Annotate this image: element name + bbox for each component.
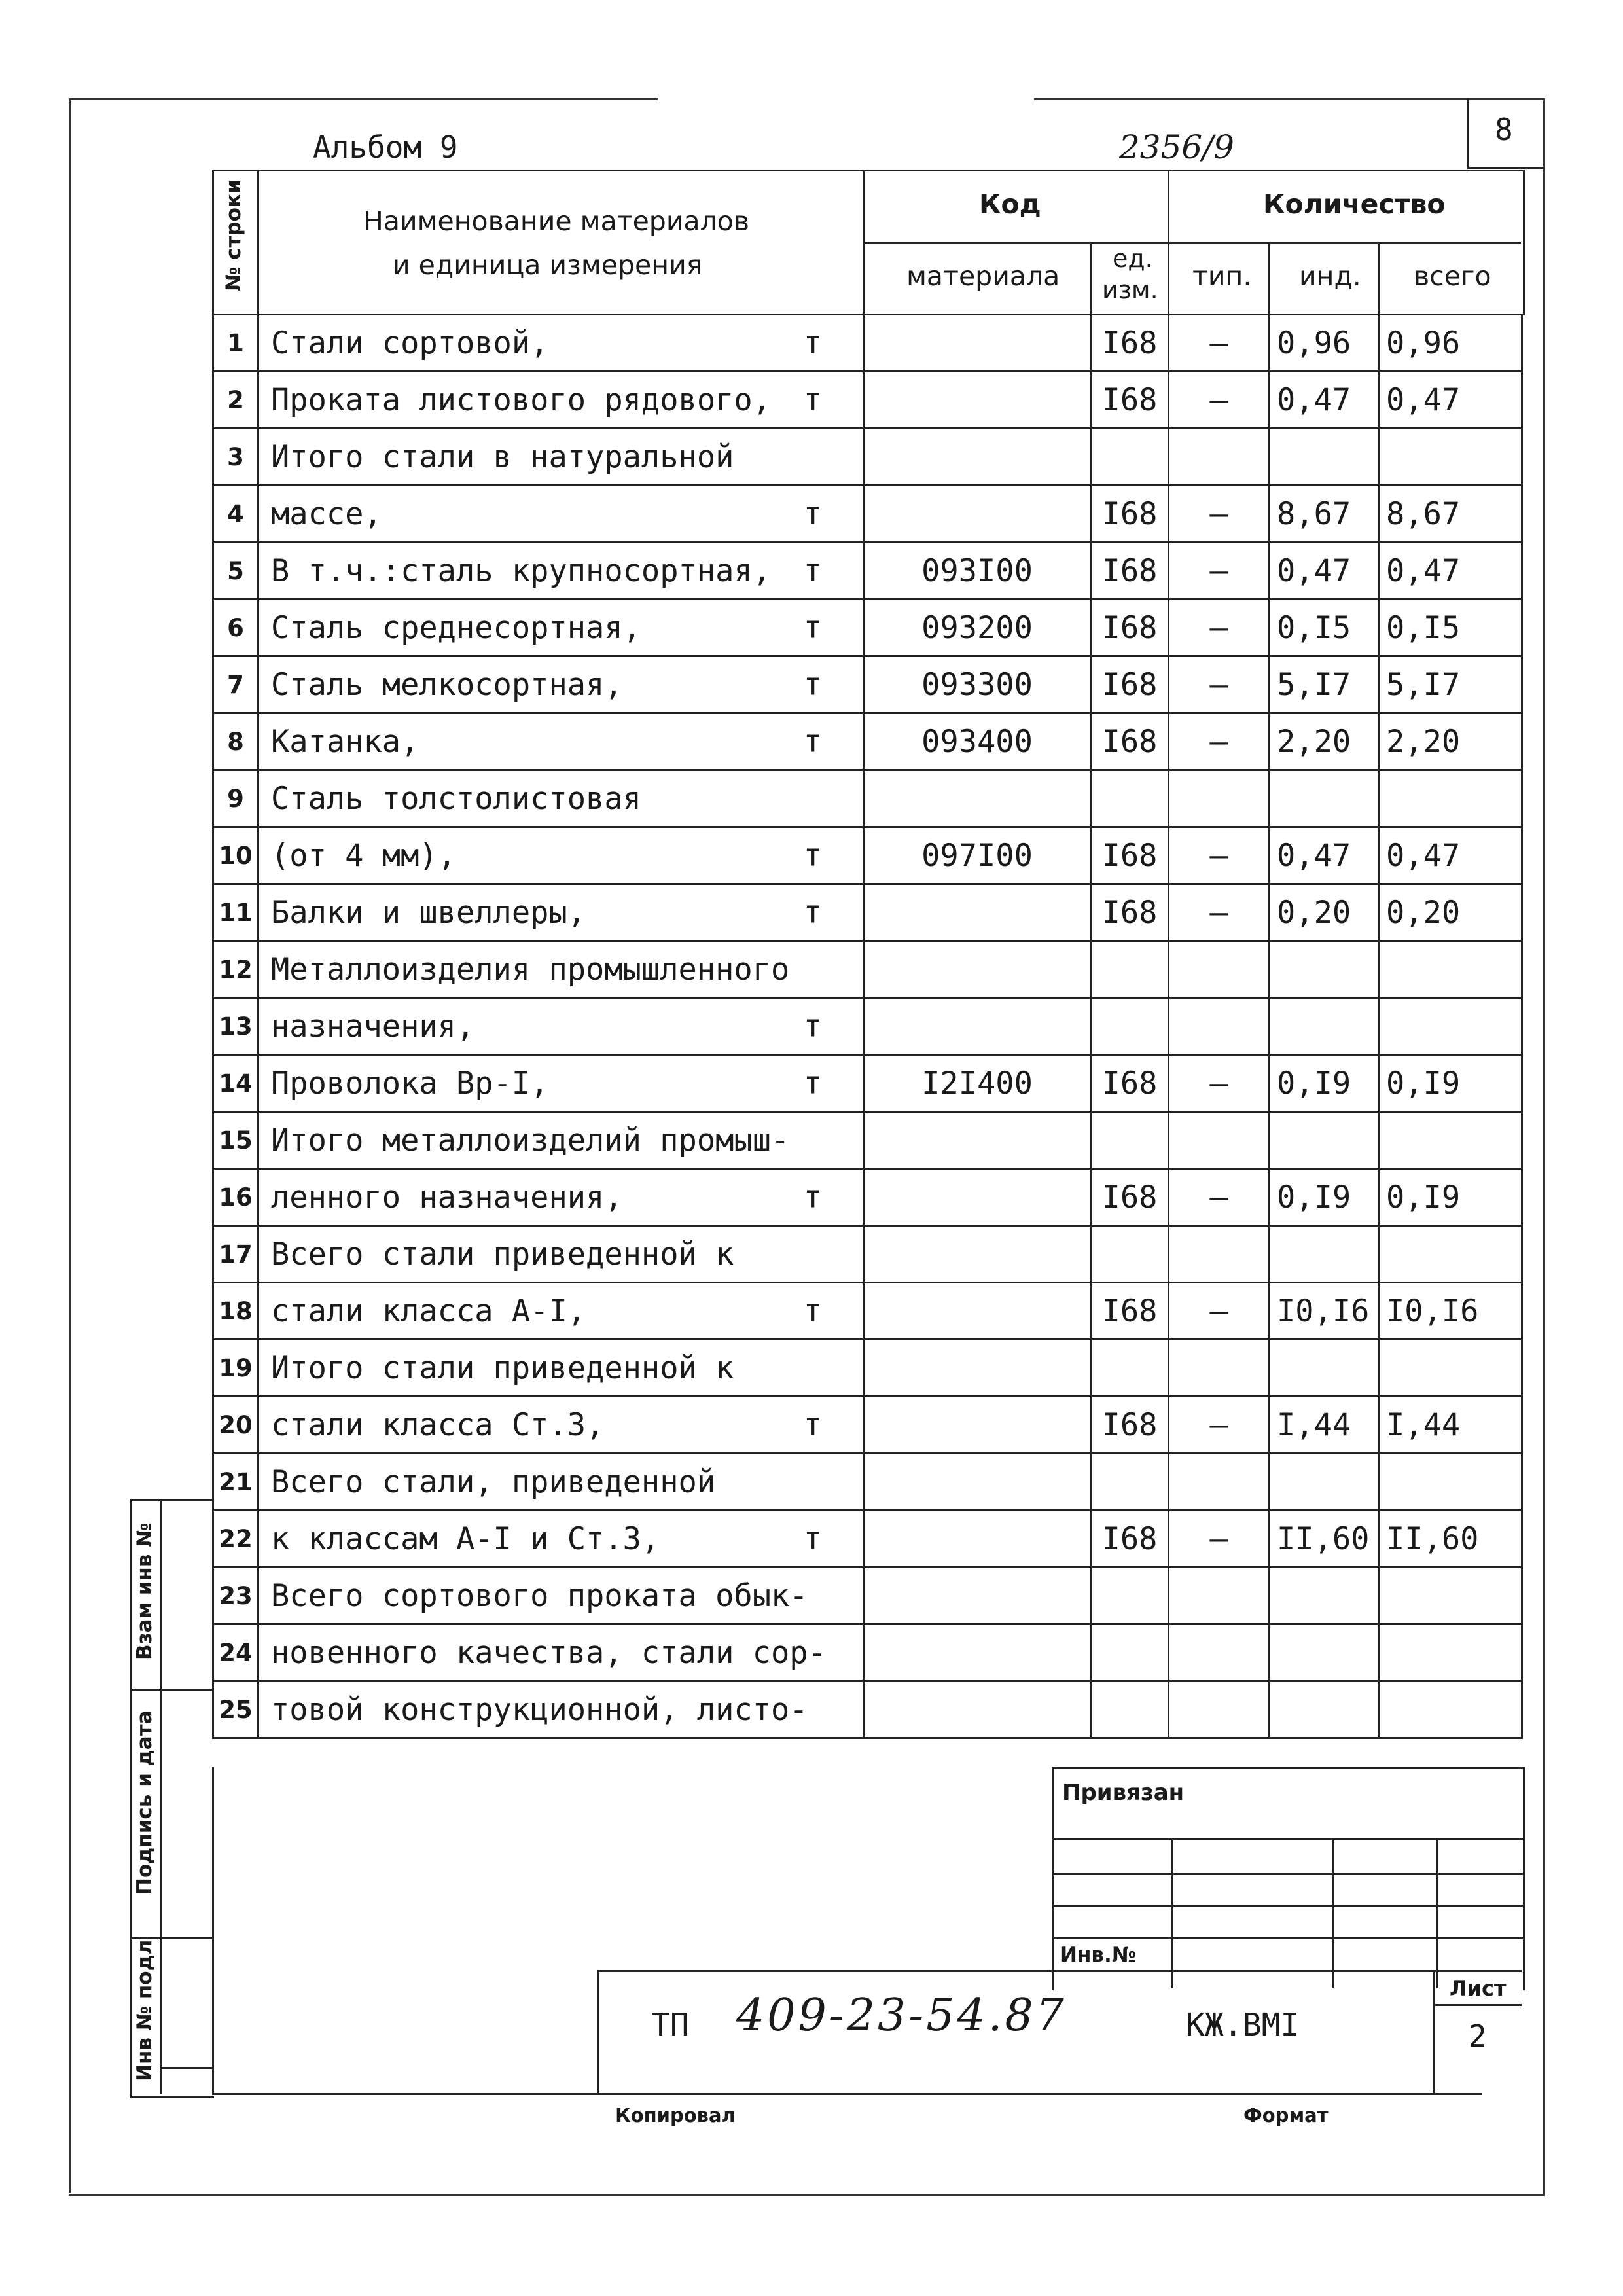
bound-stamp-line xyxy=(1332,1838,1334,1988)
material-name: Стали сортовой, xyxy=(271,325,549,361)
frame-right-line xyxy=(1543,98,1545,2196)
bound-label: Привязан xyxy=(1062,1780,1185,1806)
header-divider xyxy=(1168,170,1169,314)
material-name: Итого стали приведенной к xyxy=(271,1350,734,1386)
total-cell: I,44 xyxy=(1379,1397,1522,1454)
row-number-cell: 13 xyxy=(213,998,259,1055)
material-code-cell xyxy=(864,1511,1091,1568)
total-cell: II,60 xyxy=(1379,1511,1522,1568)
side-label-sign-date: Подпись и дата xyxy=(133,1710,156,1895)
total-cell xyxy=(1379,1568,1522,1624)
material-name: Сталь среднесортная, xyxy=(271,609,641,646)
material-name-cell xyxy=(259,770,864,827)
ind-cell: 8,67 xyxy=(1270,486,1379,543)
ind-cell xyxy=(1270,1681,1379,1738)
material-code-cell xyxy=(864,1226,1091,1283)
total-cell: 0,I9 xyxy=(1379,1055,1522,1112)
unit-label: т xyxy=(803,325,822,361)
typ-cell: – xyxy=(1169,884,1270,941)
header-code: Код xyxy=(979,188,1041,220)
row-number-cell: 20 xyxy=(213,1397,259,1454)
typ-cell xyxy=(1169,1340,1270,1397)
material-code-cell: I2I400 xyxy=(864,1055,1091,1112)
material-code-cell xyxy=(864,1397,1091,1454)
side-label-inv-orig: Инв № подл xyxy=(133,1939,156,2081)
header-ind: инд. xyxy=(1299,260,1361,292)
total-cell xyxy=(1379,429,1522,486)
frame-top-line xyxy=(69,98,658,100)
unit-code-cell: I68 xyxy=(1091,713,1169,770)
table-row xyxy=(213,429,1522,486)
doc-code: КЖ.ВМI xyxy=(1186,2007,1300,2043)
unit-code-cell: I68 xyxy=(1091,486,1169,543)
table-row xyxy=(213,941,1522,998)
page-number: 8 xyxy=(1495,112,1513,147)
material-name-cell xyxy=(259,1511,864,1568)
unit-label: т xyxy=(803,382,822,418)
material-name-cell xyxy=(259,372,864,429)
material-name-cell xyxy=(259,543,864,600)
material-name-cell xyxy=(259,1624,864,1681)
inv-no-label: Инв.№ xyxy=(1060,1943,1137,1967)
material-code-cell xyxy=(864,1169,1091,1226)
material-name-cell xyxy=(259,827,864,884)
ind-cell: 0,96 xyxy=(1270,315,1379,372)
frame-bottom-line xyxy=(69,2194,1544,2196)
material-name-cell xyxy=(259,1568,864,1624)
material-code-cell xyxy=(864,1624,1091,1681)
header-divider xyxy=(863,170,865,314)
material-name: Катанка, xyxy=(271,723,419,760)
material-name-cell xyxy=(259,998,864,1055)
total-cell: 0,47 xyxy=(1379,543,1522,600)
total-cell xyxy=(1379,1624,1522,1681)
table-row xyxy=(213,1511,1522,1568)
row-number-cell: 5 xyxy=(213,543,259,600)
ind-cell: 2,20 xyxy=(1270,713,1379,770)
typ-cell: – xyxy=(1169,1283,1270,1340)
material-name: Проката листового рядового, xyxy=(271,382,772,418)
ind-cell: II,60 xyxy=(1270,1511,1379,1568)
row-number-cell: 22 xyxy=(213,1511,259,1568)
material-name: Всего стали приведенной к xyxy=(271,1236,734,1272)
total-cell: 2,20 xyxy=(1379,713,1522,770)
header-typ: тип. xyxy=(1192,260,1252,292)
row-number-cell: 16 xyxy=(213,1169,259,1226)
material-name-cell xyxy=(259,1681,864,1738)
ind-cell xyxy=(1270,941,1379,998)
ind-cell: 0,I9 xyxy=(1270,1169,1379,1226)
material-name: Проволока Вр-I, xyxy=(271,1065,549,1102)
side-strip-divider xyxy=(160,2067,212,2069)
material-code-cell xyxy=(864,770,1091,827)
unit-code-cell: I68 xyxy=(1091,1169,1169,1226)
row-number-cell: 7 xyxy=(213,656,259,713)
unit-code-cell xyxy=(1091,1624,1169,1681)
material-name: Сталь мелкосортная, xyxy=(271,666,623,703)
sheet-box-divider xyxy=(1433,1970,1435,2093)
table-row xyxy=(213,1624,1522,1681)
row-number-cell: 3 xyxy=(213,429,259,486)
row-number-cell: 23 xyxy=(213,1568,259,1624)
material-name-cell xyxy=(259,713,864,770)
unit-code-cell: I68 xyxy=(1091,372,1169,429)
table-row xyxy=(213,543,1522,600)
material-name: Балки и швеллеры, xyxy=(271,894,586,931)
header-divider xyxy=(1268,242,1270,314)
material-name: массе, xyxy=(271,495,382,532)
material-name-cell xyxy=(259,1340,864,1397)
material-name-cell xyxy=(259,941,864,998)
header-total: всего xyxy=(1414,260,1491,292)
material-code-cell xyxy=(864,1568,1091,1624)
typ-cell: – xyxy=(1169,1169,1270,1226)
unit-label: т xyxy=(803,1065,822,1102)
table-row xyxy=(213,1226,1522,1283)
material-code-cell: 093I00 xyxy=(864,543,1091,600)
unit-code-cell xyxy=(1091,1568,1169,1624)
material-code-cell xyxy=(864,429,1091,486)
typ-cell: – xyxy=(1169,1397,1270,1454)
unit-code-cell xyxy=(1091,1340,1169,1397)
row-number-cell: 18 xyxy=(213,1283,259,1340)
unit-code-cell: I68 xyxy=(1091,1055,1169,1112)
total-cell xyxy=(1379,1340,1522,1397)
typ-cell xyxy=(1169,941,1270,998)
total-cell xyxy=(1379,1454,1522,1511)
material-name-cell xyxy=(259,315,864,372)
table-row xyxy=(213,600,1522,656)
side-label-vzam: Взам инв № xyxy=(133,1522,156,1660)
header-unit-line2: изм. xyxy=(1102,276,1158,304)
material-name: назначения, xyxy=(271,1008,475,1045)
side-strip-divider xyxy=(160,1499,162,2094)
table-row xyxy=(213,998,1522,1055)
row-number-cell: 21 xyxy=(213,1454,259,1511)
material-name-cell xyxy=(259,656,864,713)
table-row xyxy=(213,1568,1522,1624)
typ-cell: – xyxy=(1169,372,1270,429)
lower-area-left xyxy=(212,1767,214,2094)
unit-code-cell: I68 xyxy=(1091,1511,1169,1568)
typ-cell: – xyxy=(1169,600,1270,656)
material-name: новенного качества, стали сор- xyxy=(271,1634,827,1671)
row-number-cell: 10 xyxy=(213,827,259,884)
unit-label: т xyxy=(803,1293,822,1329)
material-code-cell xyxy=(864,315,1091,372)
table-row xyxy=(213,1112,1522,1169)
table-row xyxy=(213,1169,1522,1226)
typ-cell xyxy=(1169,998,1270,1055)
total-cell xyxy=(1379,770,1522,827)
header-divider xyxy=(257,170,259,314)
frame-left-line xyxy=(69,98,71,2193)
unit-label: т xyxy=(803,609,822,646)
bound-stamp-line xyxy=(1052,1838,1523,1840)
unit-code-cell: I68 xyxy=(1091,543,1169,600)
material-code-cell xyxy=(864,1454,1091,1511)
unit-code-cell xyxy=(1091,1112,1169,1169)
material-name: Металлоизделия промышленного xyxy=(271,951,790,988)
row-number-cell: 2 xyxy=(213,372,259,429)
material-name: ленного назначения, xyxy=(271,1179,623,1215)
album-reference: 2356/9 xyxy=(1119,128,1234,166)
table-row xyxy=(213,713,1522,770)
ind-cell xyxy=(1270,1568,1379,1624)
unit-label: т xyxy=(803,837,822,874)
typ-cell: – xyxy=(1169,315,1270,372)
total-cell xyxy=(1379,1112,1522,1169)
material-name: (от 4 мм), xyxy=(271,837,456,874)
album-title: Альбом 9 xyxy=(313,130,458,165)
row-number-cell: 12 xyxy=(213,941,259,998)
row-number-cell: 8 xyxy=(213,713,259,770)
material-code-cell: 097I00 xyxy=(864,827,1091,884)
typ-cell xyxy=(1169,1568,1270,1624)
material-code-cell xyxy=(864,1340,1091,1397)
material-name-cell xyxy=(259,1283,864,1340)
unit-code-cell: I68 xyxy=(1091,1397,1169,1454)
material-name-cell xyxy=(259,429,864,486)
ind-cell: 5,I7 xyxy=(1270,656,1379,713)
material-name: к классам А-I и Ст.3, xyxy=(271,1520,660,1557)
unit-code-cell: I68 xyxy=(1091,827,1169,884)
unit-code-cell: I68 xyxy=(1091,1283,1169,1340)
row-number-cell: 9 xyxy=(213,770,259,827)
material-name-cell xyxy=(259,1112,864,1169)
bound-stamp-line xyxy=(1171,1838,1173,1988)
row-number-cell: 14 xyxy=(213,1055,259,1112)
material-code-cell xyxy=(864,1283,1091,1340)
table-row xyxy=(213,1681,1522,1738)
side-strip-divider xyxy=(130,1937,212,1939)
row-number-cell: 1 xyxy=(213,315,259,372)
total-cell: I0,I6 xyxy=(1379,1283,1522,1340)
typ-cell: – xyxy=(1169,1511,1270,1568)
table-row xyxy=(213,1283,1522,1340)
unit-code-cell: I68 xyxy=(1091,315,1169,372)
table-row xyxy=(213,1055,1522,1112)
material-name-cell xyxy=(259,884,864,941)
material-name: Итого стали в натуральной xyxy=(271,439,734,475)
typ-cell xyxy=(1169,1454,1270,1511)
row-number-cell: 19 xyxy=(213,1340,259,1397)
header-name-line1: Наименование материалов xyxy=(363,206,750,237)
header-divider xyxy=(863,242,1521,244)
sheet-value: 2 xyxy=(1469,2018,1487,2054)
unit-label: т xyxy=(803,723,822,760)
material-name: Всего стали, приведенной xyxy=(271,1463,716,1500)
unit-label: т xyxy=(803,1179,822,1215)
table-row xyxy=(213,315,1522,372)
total-cell xyxy=(1379,1226,1522,1283)
materials-table xyxy=(212,314,1523,1739)
ind-cell: I,44 xyxy=(1270,1397,1379,1454)
unit-label: т xyxy=(803,552,822,589)
table-row xyxy=(213,486,1522,543)
unit-label: т xyxy=(803,1407,822,1443)
row-number-cell: 11 xyxy=(213,884,259,941)
header-name-line2: и единица измерения xyxy=(393,249,703,281)
material-name-cell xyxy=(259,600,864,656)
bound-stamp-line xyxy=(1052,1873,1523,1875)
unit-code-cell xyxy=(1091,429,1169,486)
material-code-cell xyxy=(864,998,1091,1055)
total-cell: 0,I5 xyxy=(1379,600,1522,656)
material-name-cell xyxy=(259,486,864,543)
total-cell xyxy=(1379,941,1522,998)
table-row xyxy=(213,827,1522,884)
total-cell: 0,47 xyxy=(1379,827,1522,884)
footer-format: Формат xyxy=(1243,2104,1329,2126)
total-cell: 0,96 xyxy=(1379,315,1522,372)
material-name: стали класса Ст.3, xyxy=(271,1407,605,1443)
unit-code-cell: I68 xyxy=(1091,884,1169,941)
ind-cell: 0,47 xyxy=(1270,543,1379,600)
unit-code-cell xyxy=(1091,941,1169,998)
material-code-cell xyxy=(864,1112,1091,1169)
typ-cell: – xyxy=(1169,656,1270,713)
side-strip-divider xyxy=(130,1689,212,1691)
unit-code-cell: I68 xyxy=(1091,600,1169,656)
unit-label: т xyxy=(803,666,822,703)
sheet-label: Лист xyxy=(1450,1976,1507,2001)
doc-number: 409-23-54.87 xyxy=(736,1990,1067,2041)
material-name: Всего сортового проката обык- xyxy=(271,1577,808,1614)
material-code-cell: 093300 xyxy=(864,656,1091,713)
unit-label: т xyxy=(803,1520,822,1557)
material-code-cell: 093200 xyxy=(864,600,1091,656)
table-row xyxy=(213,884,1522,941)
material-code-cell xyxy=(864,1681,1091,1738)
header-divider xyxy=(1090,242,1092,314)
material-name-cell xyxy=(259,1226,864,1283)
material-name: Итого металлоизделий промыш- xyxy=(271,1122,790,1158)
unit-code-cell xyxy=(1091,770,1169,827)
header-row-number: № строки xyxy=(222,179,245,291)
row-number-cell: 24 xyxy=(213,1624,259,1681)
material-name: стали класса А-I, xyxy=(271,1293,586,1329)
bound-stamp-line xyxy=(1052,1905,1523,1907)
table-row xyxy=(213,1454,1522,1511)
footer-copied: Копировал xyxy=(615,2104,736,2126)
table-row xyxy=(213,1340,1522,1397)
sheet-box-divider xyxy=(1433,2004,1522,2006)
ind-cell: 0,47 xyxy=(1270,372,1379,429)
row-number-cell: 15 xyxy=(213,1112,259,1169)
ind-cell xyxy=(1270,1226,1379,1283)
ind-cell xyxy=(1270,998,1379,1055)
typ-cell xyxy=(1169,1112,1270,1169)
bound-stamp-line xyxy=(1052,1937,1523,1939)
unit-code-cell xyxy=(1091,1226,1169,1283)
table-row xyxy=(213,770,1522,827)
unit-label: т xyxy=(803,495,822,532)
header-material: материала xyxy=(906,260,1060,292)
ind-cell xyxy=(1270,1112,1379,1169)
total-cell: 0,I9 xyxy=(1379,1169,1522,1226)
header-unit-line1: ед. xyxy=(1113,244,1153,273)
row-number-cell: 6 xyxy=(213,600,259,656)
typ-cell: – xyxy=(1169,713,1270,770)
table-row xyxy=(213,656,1522,713)
material-code-cell xyxy=(864,884,1091,941)
material-code-cell: 093400 xyxy=(864,713,1091,770)
total-cell: 8,67 xyxy=(1379,486,1522,543)
typ-cell: – xyxy=(1169,486,1270,543)
doc-prefix: ТП xyxy=(651,2007,689,2043)
material-code-cell xyxy=(864,941,1091,998)
ind-cell xyxy=(1270,429,1379,486)
unit-code-cell xyxy=(1091,1454,1169,1511)
row-number-cell: 17 xyxy=(213,1226,259,1283)
unit-label: т xyxy=(803,894,822,931)
typ-cell xyxy=(1169,429,1270,486)
total-cell: 0,20 xyxy=(1379,884,1522,941)
total-cell xyxy=(1379,1681,1522,1738)
material-code-cell xyxy=(864,486,1091,543)
typ-cell xyxy=(1169,1624,1270,1681)
ind-cell xyxy=(1270,1340,1379,1397)
unit-code-cell: I68 xyxy=(1091,656,1169,713)
table-row xyxy=(213,1397,1522,1454)
ind-cell xyxy=(1270,1454,1379,1511)
material-name-cell xyxy=(259,1055,864,1112)
unit-code-cell xyxy=(1091,998,1169,1055)
ind-cell: 0,I9 xyxy=(1270,1055,1379,1112)
material-name-cell xyxy=(259,1454,864,1511)
typ-cell: – xyxy=(1169,827,1270,884)
row-number-cell: 4 xyxy=(213,486,259,543)
unit-code-cell xyxy=(1091,1681,1169,1738)
typ-cell xyxy=(1169,1226,1270,1283)
row-number-cell: 25 xyxy=(213,1681,259,1738)
material-name: товой конструкционной, листо- xyxy=(271,1691,808,1728)
material-code-cell xyxy=(864,372,1091,429)
header-divider xyxy=(1378,242,1380,314)
typ-cell: – xyxy=(1169,543,1270,600)
ind-cell: 0,20 xyxy=(1270,884,1379,941)
material-name-cell xyxy=(259,1169,864,1226)
total-cell xyxy=(1379,998,1522,1055)
bound-stamp-line xyxy=(1436,1838,1438,1988)
total-cell: 5,I7 xyxy=(1379,656,1522,713)
typ-cell xyxy=(1169,770,1270,827)
ind-cell xyxy=(1270,1624,1379,1681)
ind-cell: 0,I5 xyxy=(1270,600,1379,656)
ind-cell: 0,47 xyxy=(1270,827,1379,884)
ind-cell: I0,I6 xyxy=(1270,1283,1379,1340)
typ-cell: – xyxy=(1169,1055,1270,1112)
ind-cell xyxy=(1270,770,1379,827)
unit-label: т xyxy=(803,1008,822,1045)
header-qty: Количество xyxy=(1263,188,1446,220)
table-row xyxy=(213,372,1522,429)
material-name: В т.ч.:сталь крупносортная, xyxy=(271,552,772,589)
material-name: Сталь толстолистовая xyxy=(271,780,641,817)
material-name-cell xyxy=(259,1397,864,1454)
typ-cell xyxy=(1169,1681,1270,1738)
total-cell: 0,47 xyxy=(1379,372,1522,429)
